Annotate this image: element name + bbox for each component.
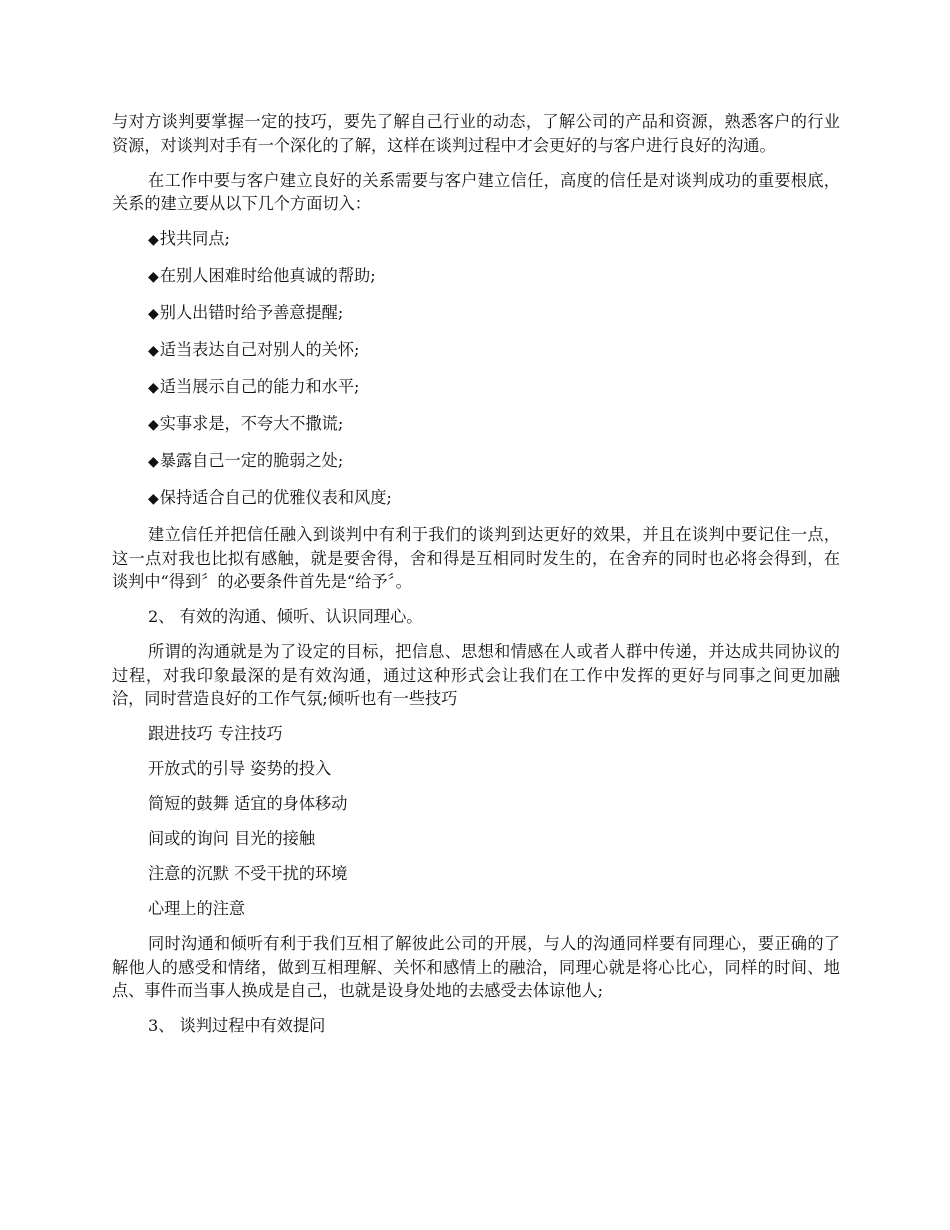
- bullet-item: [112, 264, 840, 290]
- diamond-bullet-icon: ◆: [148, 269, 159, 285]
- skill-item: 跟进技巧 专注技巧: [148, 724, 283, 743]
- bullet-text: 在别人困难时给他真诚的帮助;: [159, 266, 376, 285]
- diamond-bullet-icon: ◆: [148, 454, 159, 470]
- document-page: [112, 110, 840, 1049]
- bullet-item: [112, 301, 840, 327]
- communication-paragraph: 所谓的沟通就是为了设定的目标，把信息、思想和情感在人或者人群中传递，并达成共同协议的过程，对我印象最深的是有效沟通，通过这种形式会让我们在工作中发挥的更好与同事之间更加融洽，同时营造良好的工作气氛;倾听也有一些技巧: [112, 642, 840, 708]
- bullet-item: [112, 227, 840, 253]
- bullet-text: 实事求是，不夸大不撒谎;: [159, 414, 344, 433]
- skill-item: 简短的鼓舞 适宜的身体移动: [148, 794, 348, 813]
- section-heading-2: 2、 有效的沟通、倾听、认识同理心。: [148, 607, 423, 626]
- skill-item: 间或的询问 目光的接触: [148, 829, 316, 848]
- bullet-item: [112, 449, 840, 475]
- diamond-bullet-icon: ◆: [148, 417, 159, 433]
- diamond-bullet-icon: ◆: [148, 380, 159, 396]
- diamond-bullet-icon: ◆: [148, 343, 159, 359]
- diamond-bullet-icon: ◆: [148, 306, 159, 322]
- section-heading-3: 3、 谈判过程中有效提问: [148, 1016, 326, 1035]
- skill-item: 开放式的引导 姿势的投入: [148, 759, 332, 778]
- bullet-item: [112, 412, 840, 438]
- diamond-bullet-icon: ◆: [148, 232, 159, 248]
- bullet-text: 找共同点;: [159, 229, 230, 248]
- relationship-paragraph: 在工作中要与客户建立良好的关系需要与客户建立信任，高度的信任是对谈判成功的重要根底，关系的建立要从以下几个方面切入：: [112, 170, 840, 213]
- bullet-item: [112, 338, 840, 364]
- bullet-text: 适当表达自己对别人的关怀;: [159, 340, 360, 359]
- diamond-bullet-icon: ◆: [148, 491, 159, 507]
- bullet-text: 暴露自己一定的脆弱之处;: [159, 451, 344, 470]
- intro-paragraph: 与对方谈判要掌握一定的技巧，要先了解自己行业的动态，了解公司的产品和资源，熟悉客户的行业资源，对谈判对手有一个深化的了解，这样在谈判过程中才会更好的与客户进行良好的沟通。: [112, 112, 840, 155]
- bullet-text: 别人出错时给予善意提醒;: [159, 303, 344, 322]
- trust-paragraph: 建立信任并把信任融入到谈判中有利于我们的谈判到达更好的效果，并且在谈判中要记住一点，这一点对我也比拟有感触，就是要舍得，舍和得是互相同时发生的，在舍弃的同时也必将会得到，在谈判中“得到〞的必要条件首先是“给予〞。: [112, 525, 840, 591]
- skill-item: 注意的沉默 不受干扰的环境: [148, 864, 348, 883]
- empathy-paragraph: 同时沟通和倾听有利于我们互相了解彼此公司的开展，与人的沟通同样要有同理心，要正确的了解他人的感受和情绪，做到互相理解、关怀和感情上的融洽，同理心就是将心比心，同样的时间、地点、事件而当事人换成是自己，也就是设身处地的去感受去体谅他人;: [112, 934, 840, 1000]
- bullet-text: 适当展示自己的能力和水平;: [159, 377, 360, 396]
- bullet-text: 保持适合自己的优雅仪表和风度;: [159, 488, 392, 507]
- bullet-item: [112, 375, 840, 401]
- bullet-item: [112, 486, 840, 512]
- skill-item: 心理上的注意: [148, 899, 246, 918]
